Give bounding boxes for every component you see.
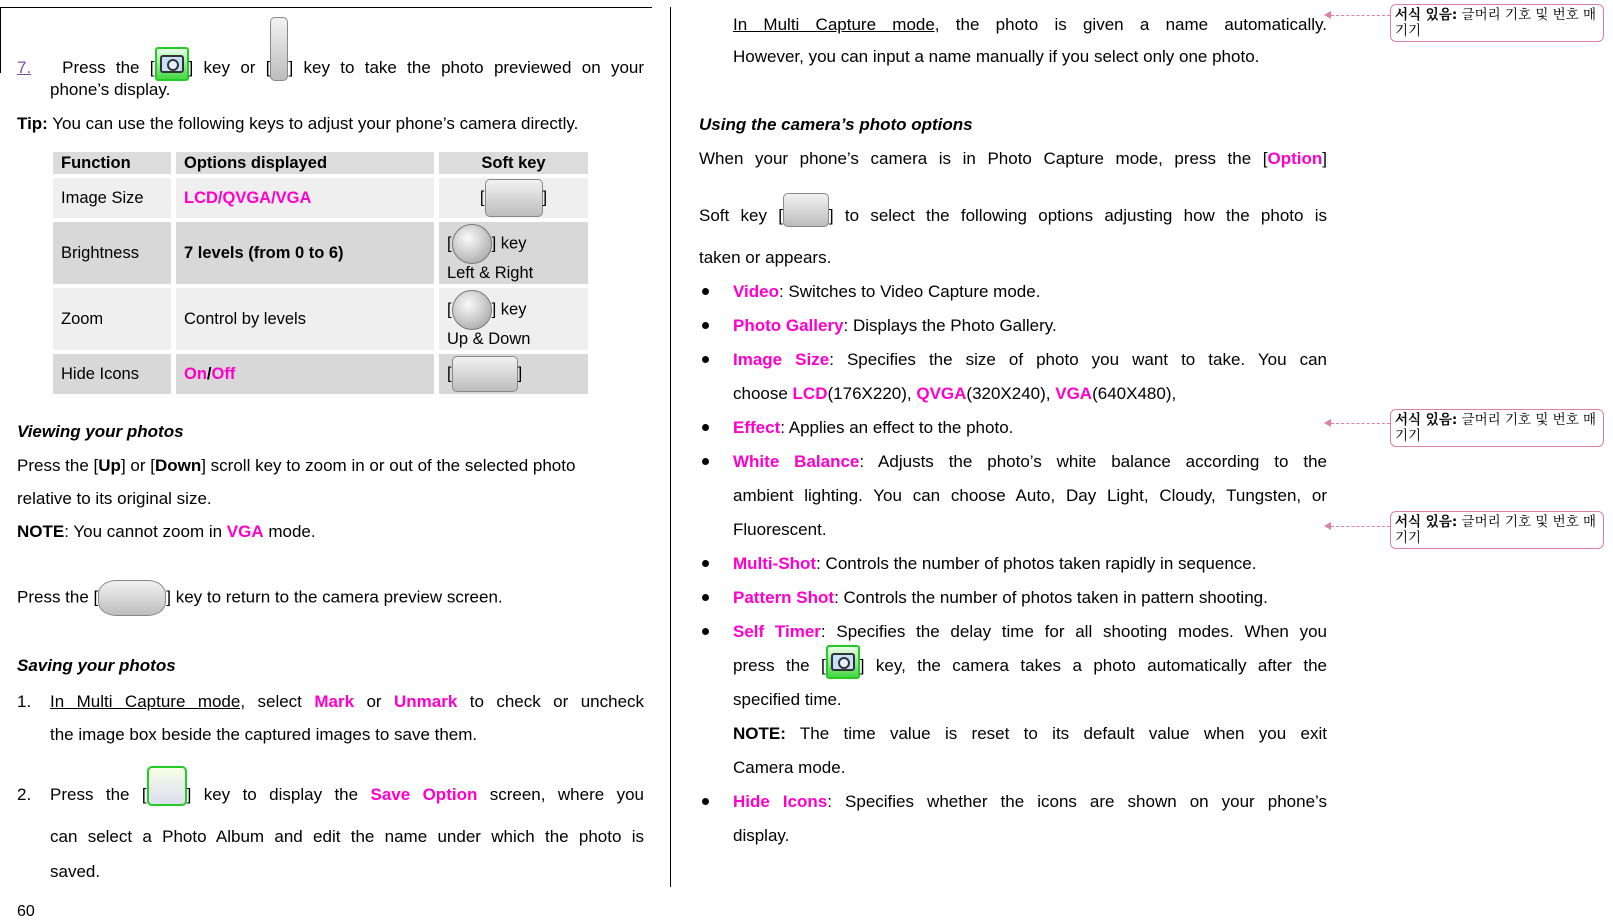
margin-marker	[0, 8, 1, 73]
options-intro-line-1: When your phone’s camera is in Photo Capture mode, press the [Option]	[699, 149, 1327, 168]
comment-balloon[interactable]: 서식 있음: 글머리 기호 및 번호 매기기	[1390, 4, 1604, 42]
comment-connector	[1331, 15, 1390, 16]
bullet-icon	[702, 322, 709, 329]
clear-key-icon	[98, 580, 166, 616]
comment-connector	[1331, 423, 1390, 424]
header-rule	[0, 7, 652, 8]
col-softkey: Soft key	[439, 152, 588, 174]
nav-key-icon	[452, 224, 492, 264]
option-image-size: Image Size: Specifies the size of photo you want to take. You can	[733, 350, 1327, 369]
zoom-note: NOTE: You cannot zoom in VGA mode.	[17, 522, 316, 541]
timer-note: NOTE: The time value is reset to its default value when you exit	[733, 724, 1327, 743]
options-heading: Using the camera’s photo options	[699, 115, 973, 134]
save-step-2-line-3: saved.	[50, 862, 101, 881]
save-key-icon	[147, 766, 187, 806]
table-row: Image Size LCD/QVGA/VGA [ ]	[53, 178, 588, 218]
save-step-2-num: 2.	[17, 785, 32, 804]
comment-anchor-icon	[1324, 11, 1331, 19]
option-white-balance: White Balance: Adjusts the photo’s white balance according to the	[733, 452, 1327, 471]
nav-key-icon	[452, 290, 492, 330]
option-video: Video: Switches to Video Capture mode.	[733, 282, 1041, 301]
save-step-1-line-1: In Multi Capture mode, select Mark or Unmark to check or uncheck	[50, 692, 645, 711]
step-7-line-1: 7. Press the [ ] key or [ ] key to take the photo previewed on your	[17, 47, 644, 81]
option-softkey-icon	[783, 193, 829, 227]
side-key-icon	[270, 17, 288, 81]
bullet-icon	[702, 594, 709, 601]
option-multi-shot: Multi-Shot: Controls the number of photos taken rapidly in sequence.	[733, 554, 1257, 573]
save-step-1-line-2: the image box beside the captured images to save them.	[50, 725, 478, 744]
option-image-size-line-2: choose LCD(176X220), QVGA(320X240), VGA(640X480),	[733, 384, 1177, 403]
option-white-balance-line-2: ambient lighting. You can choose Auto, Day Light, Cloudy, Tungsten, or	[733, 486, 1327, 505]
table-row: Hide Icons On/Off [ ]	[53, 354, 588, 394]
camera-key-icon	[155, 47, 189, 81]
option-white-balance-line-3: Fluorescent.	[733, 520, 827, 539]
option-effect: Effect: Applies an effect to the photo.	[733, 418, 1014, 437]
page-number: 60	[17, 903, 35, 920]
option-hide-icons: Hide Icons: Specifies whether the icons are shown on your phone’s	[733, 792, 1327, 811]
viewing-line-1: Press the [Up] or [Down] scroll key to zoom in or out of the selected photo	[17, 456, 576, 475]
save-step-2-line-1: Press the [ ] key to display the Save Option screen, where you	[50, 785, 644, 806]
bullet-icon	[702, 560, 709, 567]
col-function: Function	[53, 152, 171, 174]
timer-note-line-2: Camera mode.	[733, 758, 846, 777]
bullet-icon	[702, 798, 709, 805]
comment-balloon[interactable]: 서식 있음: 글머리 기호 및 번호 매기기	[1390, 511, 1604, 549]
bullet-icon	[702, 356, 709, 363]
bullet-icon	[702, 288, 709, 295]
col-options: Options displayed	[176, 152, 434, 174]
option-hide-icons-line-2: display.	[733, 826, 790, 845]
option-pattern-shot: Pattern Shot: Controls the number of photos taken in pattern shooting.	[733, 588, 1268, 607]
save-step-2-line-2: can select a Photo Album and edit the name under which the photo is	[50, 827, 644, 846]
column-divider	[670, 7, 671, 887]
comment-balloon[interactable]: 서식 있음: 글머리 기호 및 번호 매기기	[1390, 409, 1604, 447]
option-photo-gallery: Photo Gallery: Displays the Photo Gallery.	[733, 316, 1057, 335]
camera-keys-table	[48, 148, 593, 398]
options-intro-line-3: taken or appears.	[699, 248, 832, 267]
saving-heading: Saving your photos	[17, 656, 176, 675]
comment-anchor-icon	[1324, 522, 1331, 530]
option-self-timer: Self Timer: Specifies the delay time for all shooting modes. When you	[733, 622, 1328, 641]
return-line: Press the [ ] key to return to the camera preview screen.	[17, 580, 503, 616]
hide-icons-key-icon	[452, 356, 518, 392]
comment-anchor-icon	[1324, 419, 1331, 427]
camera-key-icon	[826, 645, 860, 679]
bullet-icon	[702, 424, 709, 431]
option-self-timer-line-2: press the [ ] key, the camera takes a photo automatically after the	[733, 656, 1327, 679]
step-7-line-2: phone’s display.	[50, 80, 171, 99]
intro-line-2: However, you can input a name manually if you select only one photo.	[733, 47, 1260, 66]
bullet-icon	[702, 458, 709, 465]
option-self-timer-line-3: specified time.	[733, 690, 842, 709]
viewing-line-2: relative to its original size.	[17, 489, 212, 508]
viewing-heading: Viewing your photos	[17, 422, 184, 441]
table-row: Zoom Control by levels [ ] key Up & Down	[53, 288, 588, 350]
star-key-icon	[485, 179, 543, 217]
save-step-1-num: 1.	[17, 692, 32, 711]
tip-line: Tip: You can use the following keys to adjust your phone’s camera directly.	[17, 114, 579, 133]
comment-connector	[1331, 526, 1390, 527]
table-row: Brightness 7 levels (from 0 to 6) [ ] key Left & Right	[53, 222, 588, 284]
intro-line-1: In Multi Capture mode, the photo is given a name automatically.	[733, 15, 1328, 34]
bullet-icon	[702, 628, 709, 635]
options-intro-line-2: Soft key [ ] to select the following options adjusting how the photo is	[699, 206, 1327, 227]
